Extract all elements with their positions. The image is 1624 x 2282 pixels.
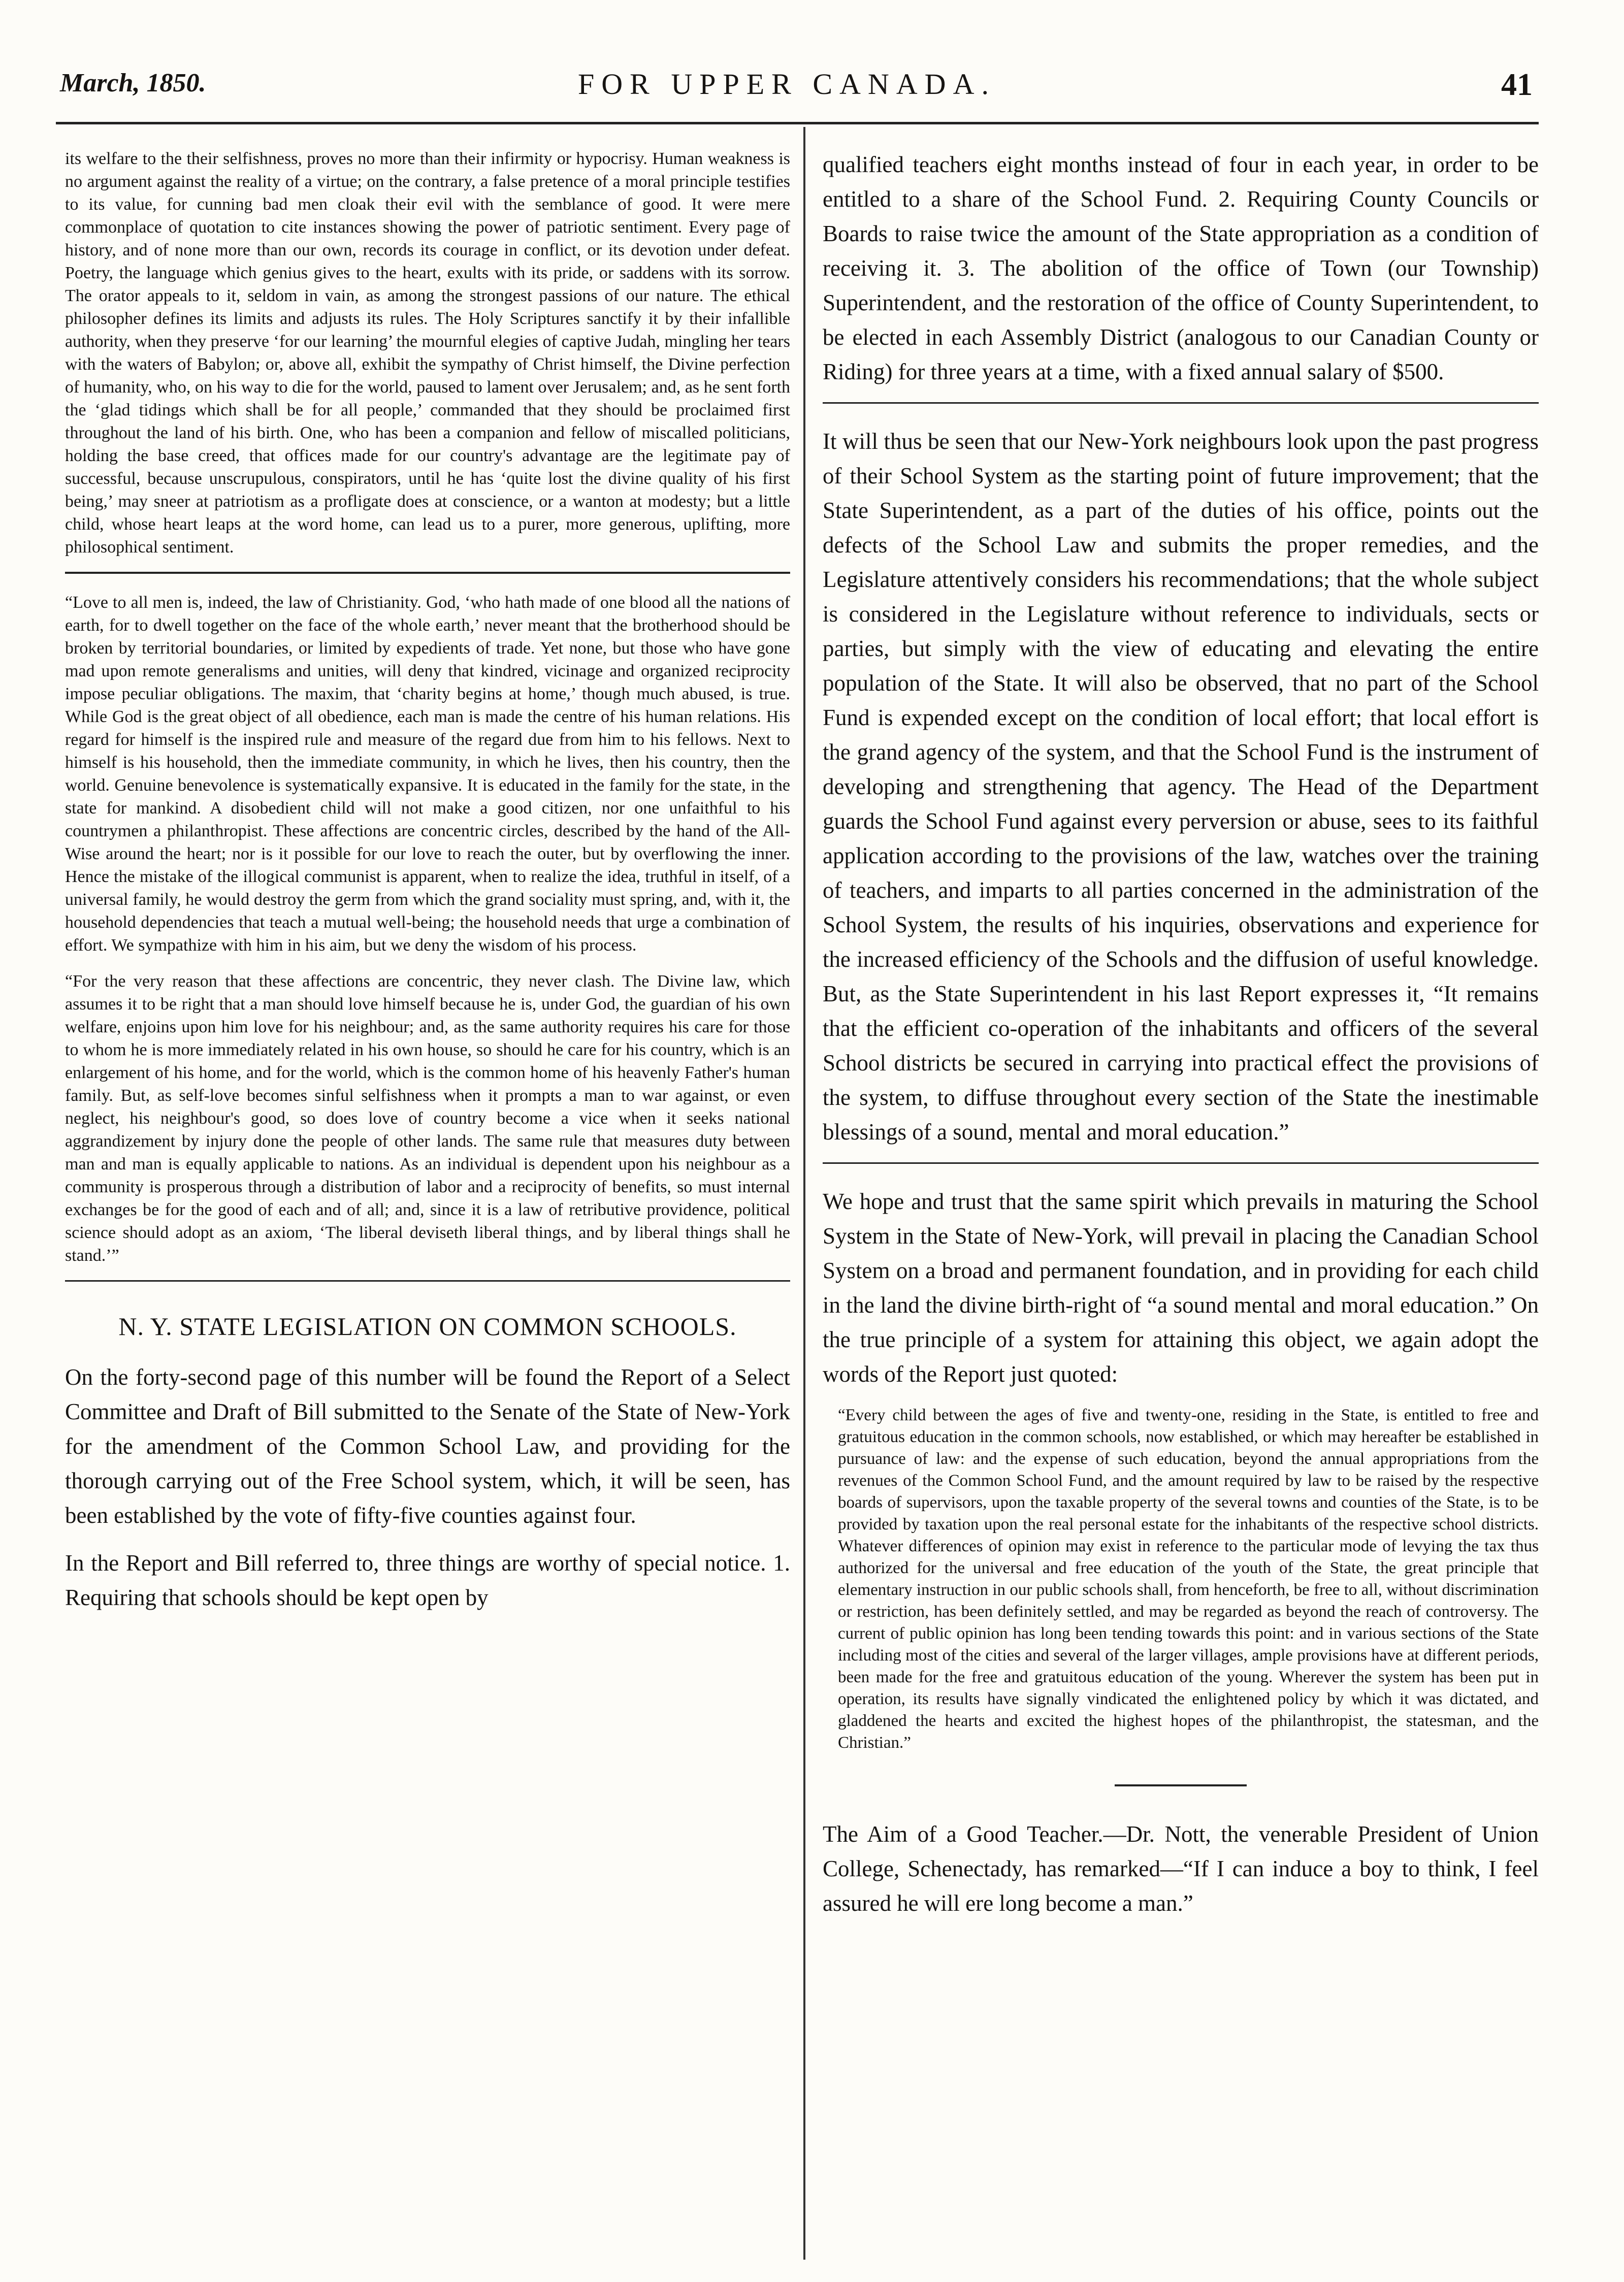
left-column <box>65 147 790 1628</box>
right-paragraph-3: We hope and trust that the same spirit which prevails in maturing the School System in the State of New-York, will prevail in placing the Canadian School System on a broad and permanent foundation, and in providing for each child in the land the divine birth-right of “a sound mental and moral education.” On the true principle of a system for attaining this object, we again adopt the words of the Report just quoted: <box>823 1189 1539 1387</box>
issue-date: March, 1850. <box>60 69 206 97</box>
left-paragraph-2: “Love to all men is, indeed, the law of Christianity. God, ‘who hath made of one blood all the nations of earth, for to dwell together on the face of the whole earth,’ never meant that the brotherhood should be broken by territorial boundaries, or limited by expedients of trade. Yet none, but those who have gone mad upon remote generalisms and unities, will deny that kindred, vicinage and organized reciprocity impose peculiar obligations. The maxim, that ‘charity begins at home,’ though much abused, is true. While God is the great object of all obedience, each man is made the centre of his human relations. His regard for himself is the inspired rule and measure of the regard due from him to his fellows. Next to himself is his household, then the immediate community, in which he lives, then his country, then the world. Genuine benevolence is systematically expansive. It is educated in the family for the state, in the state for mankind. A disobedient child will not make a good citizen, nor one unfaithful to his countrymen a philanthropist. These affections are concentric circles, described by the hand of the All-Wise around the heart; nor is it possible for our love to reach the outer, but by overflowing the inner. Hence the mistake of the illogical communist is apparent, when to realize the idea, truthful in itself, of a universal family, he would destroy the germ from which the grand sociality must spring, and, with it, the household dependencies that teach a mutual well-being; the household needs that urge a combination of effort. We sympathize with him in his aim, but we deny the wisdom of his process. <box>65 593 790 955</box>
section-rule-2 <box>65 1280 790 1282</box>
page-header <box>60 65 1533 114</box>
right-paragraph-4: The Aim of a Good Teacher.—Dr. Nott, the venerable President of Union College, Schenectady, has remarked—“If I can induce a boy to think, I feel assured he will ere long become a man.” <box>823 1821 1539 1916</box>
right-section-rule-2 <box>823 1162 1539 1164</box>
left-paragraph-3: “For the very reason that these affections are concentric, they never clash. The Divine law, which assumes it to be right that a man should love himself because he is, under God, the guardian of his own welfare, enjoins upon him love for his neighbour; and, as the same authority requires his care for those to whom he is more immediately related in his own house, so should he care for his country, which is an enlargement of his home, and for the world, which is the common home of his heavenly Father's human family. But, as self-love becomes sinful selfishness when it prompts a man to war against, or even neglect, his neighbour's good, so does love of country become a vice when it seeks national aggrandizement by injury done the people of other lands. The same rule that measures duty between man and man is equally applicable to nations. As an individual is dependent upon his neighbour as a community is prosperous through a distribution of labor and a reciprocity of benefits, so must internal exchanges be for the good of each and of all; and, since it is a law of retributive providence, political science should adopt as an axiom, ‘The liberal deviseth liberal things, and by liberal things shall he stand.’” <box>65 972 790 1265</box>
left-paragraph-1: its welfare to the their selfishness, proves no more than their infirmity or hypocrisy. Human weakness is no argument against the reality of a virtue; on the contrary, a false pretence of a moral principle testifies to its value, for cunning bad men cloak their evil with the semblance of good. It were mere commonplace of quotation to cite instances showing the power of patriotic sentiment. Every page of history, and of none more than our own, records its courage in conflict, or its devotion under defeat. Poetry, the language which genius gives to the heart, exults with its pride, or saddens with its sorrow. The orator appeals to it, seldom in vain, as among the strongest passions of our nature. The ethical philosopher defines its limits and adjusts its rules. The Holy Scriptures sanctify it by their infallible authority, when they preserve ‘for our learning’ the mournful elegies of captive Judah, mingling her tears with the waters of Babylon; or, above all, exhibit the sympathy of Christ himself, the Divine perfection of humanity, who, on his way to die for the world, paused to lament over Jerusalem; and, as he sent forth the ‘glad tidings which shall be for all people,’ commanded that they should be proclaimed first throughout the land of his birth. One, who has been a companion and fellow of miscalled politicians, holding the base creed, that offices made for our country's advantage are the legitimate pay of successful, because unscrupulous, conspirators, until he has ‘quite lost the divine quality of his first being,’ may sneer at patriotism as a profligate does at conscience, or a wanton at modesty; but a little child, whose heart leaps at the word home, can lead us to a purer, more generous, uplifting, more philosophical sentiment. <box>65 149 790 557</box>
report-quotation: “Every child between the ages of five and twenty-one, residing in the State, is entitled to free and gratuitous education in the common schools, now established, or which may hereafter be established in pursuance of law: and the expense of such education, beyond the annual appropriations from the revenues of the Common School Fund, and the amount required by law to be raised by the respective boards of supervisors, upon the taxable property of the several towns and counties of the State, is to be provided by taxation upon the real personal estate for the inhabitants of the respective school districts. Whatever differences of opinion may exist in reference to the particular mode of levying the tax thus authorized for the universal and free education of the youth of the State, the great principle that elementary instruction in our public schools shall, from henceforth, be free to all, without discrimination or restriction, has been definitely settled, and may be regarded as beyond the reach of controversy. The current of public opinion has long been tending towards this point: and in various sections of the State including most of the cities and several of the larger villages, ample provisions have at different periods, been made for the free and gratuitous education of the young. Wherever the system has been put in operation, its results have signally vindicated the enlightened policy by which it was dictated, and gladdened the hearts and excited the highest hopes of the philanthropist, the statesman, and the Christian.” <box>838 1406 1539 1752</box>
header-rule <box>56 122 1539 124</box>
section-rule <box>65 572 790 574</box>
short-divider <box>1115 1784 1247 1786</box>
right-paragraph-2: It will thus be seen that our New-York neighbours look upon the past progress of their School System as the starting point of future improvement; that the State Superintendent, as a part of the duties of his office, points out the defects of the School Law and submits the proper remedies, and the Legislature attentively considers his recommendations; that the whole subject is considered in the Legislature without reference to individuals, sects or parties, but simply with the view of educating and elevating the entire population of the State. It will also be observed, that no part of the School Fund is expended except on the condition of local effort; that local effort is the grand agency of the system, and that the School Fund is the instrument of developing and strengthening that agency. The Head of the Department guards the School Fund against every perversion or abuse, sees to its faithful application according to the provisions of the law, watches over the training of teachers, and imparts to all parties concerned in the administration of the School System, the results of his inquiries, observations and experience for the increased efficiency of the Schools and the diffusion of useful knowledge. But, as the State Superintendent in his last Report expresses it, “It remains that the efficient co-operation of the inhabitants and officers of the several School districts be secured in carrying into practical effect the provisions of the system, to diffuse throughout every section of the State the inestimable blessings of a sound, mental and moral education.” <box>823 429 1539 1145</box>
right-column <box>823 147 1539 1934</box>
right-section-rule <box>823 402 1539 404</box>
left-paragraph-4: On the forty-second page of this number will be found the Report of a Select Committee and Draft of Bill submitted to the Senate of the State of New-York for the amendment of the Common School Law, and providing for the thorough carrying out of the Free School system, which, it will be seen, has been established by the vote of fifty-five counties against four. <box>65 1364 790 1528</box>
right-paragraph-1: qualified teachers eight months instead of four in each year, in order to be entitled to a share of the School Fund. 2. Requiring County Councils or Boards to raise twice the amount of the State appropriation as a condition of receiving it. 3. The abolition of the office of Town (our Township) Superintendent, and the restoration of the office of County Superintendent, to be elected in each Assembly District (analogous to our Canadian County or Riding) for three years at a time, with a fixed annual salary of $500. <box>823 152 1539 384</box>
left-paragraph-5: In the Report and Bill referred to, three things are worthy of special notice. 1. Requiring that schools should be kept open by <box>65 1550 790 1610</box>
column-divider <box>803 127 805 2260</box>
running-title: FOR UPPER CANADA. <box>578 68 996 101</box>
article-heading: N. Y. STATE LEGISLATION ON COMMON SCHOOLS. <box>118 1312 737 1341</box>
page-number: 41 <box>1501 68 1533 102</box>
